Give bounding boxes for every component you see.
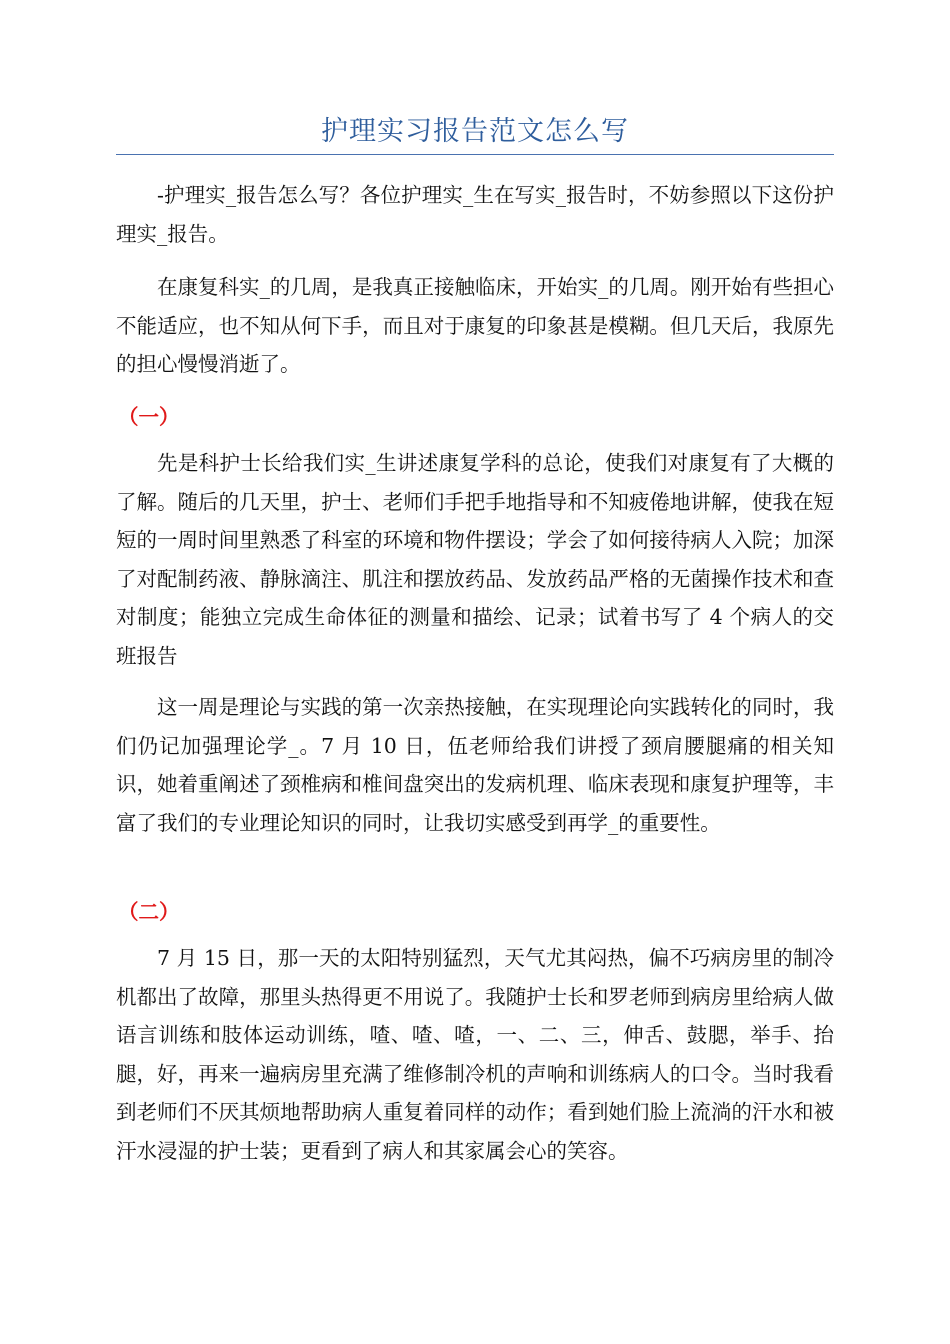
section-heading-2: （二）	[118, 900, 180, 924]
intro-paragraph: -护理实_报告怎么写？各位护理实_生在写实_报告时，不妨参照以下这份护理实_报告。	[116, 183, 834, 246]
body-paragraph-3: 这一周是理论与实践的第一次亲热接触，在实现理论向实践转化的同时，我们仍记加强理论学_。7 月 10 日，伍老师给我们讲授了颈肩腰腿痛的相关知识，她着重阐述了颈椎病和椎间盘突出的发病机理、临床表现和康复护理等，丰富了我们的专业理论知识的同时，让我切实感受到再学_的重要性。	[116, 695, 834, 835]
body-paragraph-4: 7 月 15 日，那一天的太阳特别猛烈，天气尤其闷热，偏不巧病房里的制冷机都出了故障，那里头热得更不用说了。我随护士长和罗老师到病房里给病人做语言训练和肢体运动训练，喳、喳、喳，一、二、三，伸舌、鼓腮，举手、抬腿，好，再来一遍病房里充满了维修制冷机的声响和训练病人的口令。当时我看到老师们不厌其烦地帮助病人重复着同样的动作；看到她们脸上流淌的汗水和被汗水浸湿的护士装；更看到了病人和其家属会心的笑容。	[116, 946, 834, 1163]
body-paragraph-2: 先是科护士长给我们实_生讲述康复学科的总论，使我们对康复有了大概的了解。随后的几天里，护士、老师们手把手地指导和不知疲倦地讲解，使我在短短的一周时间里熟悉了科室的环境和物件摆设；学会了如何接待病人入院；加深了对配制药液、静脉滴注、肌注和摆放药品、发放药品严格的无菌操作技术和查对制度；能独立完成生命体征的测量和描绘、记录；试着书写了 4 个病人的交班报告	[116, 451, 834, 668]
document-title: 护理实习报告范文怎么写	[321, 116, 629, 147]
section-heading-1: （一）	[118, 405, 180, 429]
body-paragraph-1: 在康复科实_的几周，是我真正接触临床，开始实_的几周。刚开始有些担心不能适应，也不知从何下手，而且对于康复的印象甚是模糊。但几天后，我原先的担心慢慢消逝了。	[116, 275, 834, 377]
title-underline	[116, 154, 834, 155]
